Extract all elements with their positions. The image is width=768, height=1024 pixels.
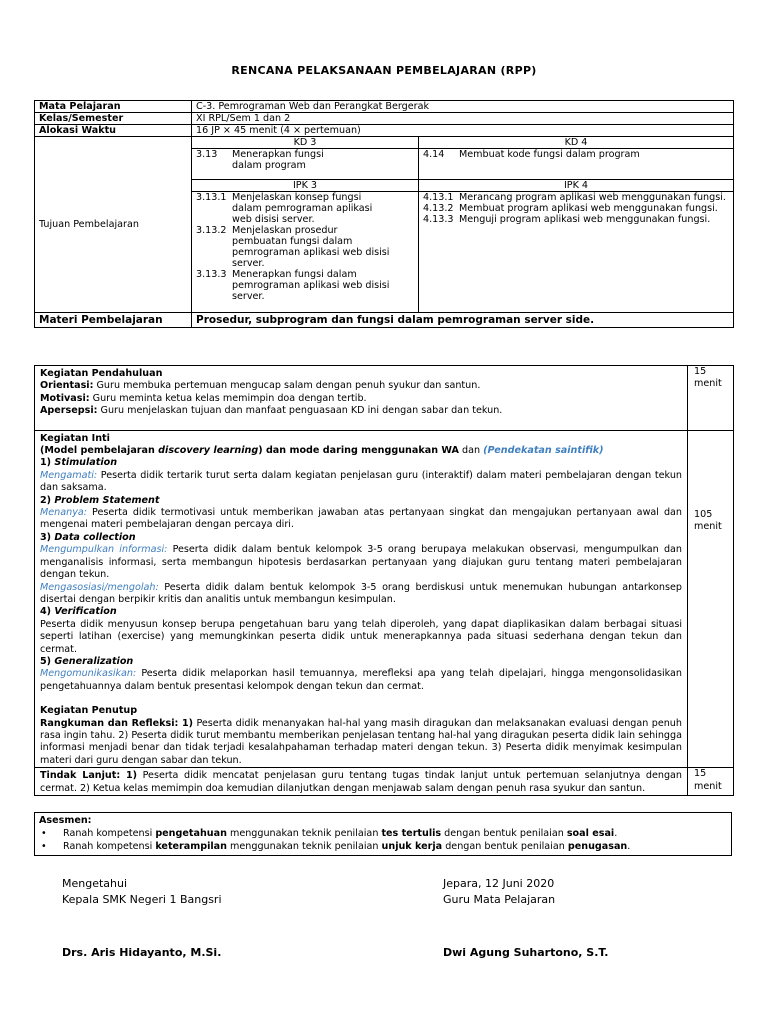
ipk-text: Menerapkan fungsi dalam pemrograman aplikasi web disisi server.	[232, 269, 390, 302]
list-item	[423, 192, 729, 203]
s3-heading	[40, 532, 682, 544]
s5-heading	[40, 656, 682, 668]
pendahuluan-title: Kegiatan Pendahuluan	[40, 368, 163, 379]
asesmen-box	[34, 812, 732, 856]
waktu-value: 16 JP × 45 menit (4 × pertemuan)	[192, 125, 734, 137]
kd3-text: Menerapkan fungsi dalam program	[232, 149, 324, 171]
b1-f: soal esai	[566, 828, 615, 839]
b1-g: .	[614, 828, 618, 839]
materi-label: Materi Pembelajaran	[35, 313, 192, 328]
s5-text: Peserta didik melaporkan hasil temuannya, merefleksi apa yang telah dipelajari, hingga mengonsolidasikan pengetahuannya dalam bentuk presentasi kelompok dengan tekun dan cermat.	[40, 668, 682, 692]
ipk-num: 3.13.3	[196, 269, 227, 280]
kd4-text: Membuat kode fungsi dalam program	[459, 149, 640, 160]
b2-g: .	[627, 841, 631, 852]
mapel-value: C-3. Pemrograman Web dan Perangkat Bergerak	[192, 101, 734, 113]
ipk-num: 4.13.1	[423, 192, 454, 203]
kd3-header: KD 3	[192, 137, 419, 149]
list-item	[39, 827, 731, 840]
s3-title: Data collection	[54, 531, 136, 543]
list-item	[196, 192, 414, 225]
b1-c: menggunakan teknik penilaian	[226, 828, 382, 839]
model-e: (Pendekatan saintifik)	[483, 445, 604, 457]
s3b-text: Peserta didik dalam bentuk kelompok 3-5 orang berdiskusi untuk menemukan hubungan antarkonsep disertai dengan berpikir kritis dan analitis untuk membangun kesimpulan.	[40, 581, 682, 605]
s1-body	[40, 470, 682, 495]
list-item	[423, 214, 729, 225]
ipk4-header: IPK 4	[419, 180, 734, 192]
s3b-label: Mengasosiasi/mengolah:	[40, 581, 159, 593]
b1-a: Ranah kompetensi	[63, 828, 156, 839]
s4-heading	[40, 606, 682, 618]
mapel-label: Mata Pelajaran	[35, 101, 192, 113]
ipk4-cell	[419, 192, 734, 313]
s3a-body	[40, 544, 682, 581]
motivasi-label: Motivasi:	[40, 392, 90, 404]
s1-num: 1)	[40, 457, 55, 469]
kd4-num: 4.14	[423, 149, 445, 160]
bullet: •	[41, 828, 47, 839]
inti-title: Kegiatan Inti	[40, 432, 110, 444]
s3-num: 3)	[40, 531, 55, 543]
ipk3-header: IPK 3	[192, 180, 419, 192]
waktu-label: Alokasi Waktu	[35, 125, 192, 137]
orientasi-line	[40, 380, 682, 392]
ipk-num: 4.13.2	[423, 203, 454, 214]
right-line2: Guru Mata Pelajaran	[443, 893, 556, 906]
table-row	[35, 113, 734, 125]
s1-label: Mengamati:	[40, 469, 98, 481]
b1-d: tes tertulis	[381, 828, 442, 839]
inti-cell	[35, 430, 688, 768]
pendahuluan-cell	[35, 366, 688, 431]
s3b-body	[40, 582, 682, 607]
ipk-text: Menjelaskan prosedur pembuatan fungsi dalam pemrograman aplikasi web disisi server.	[232, 225, 390, 269]
list-item	[196, 269, 414, 302]
table-row	[35, 313, 734, 328]
s4-body: Peserta didik menyusun konsep berupa pengetahuan baru yang telah diperoleh, yang dapat diaplikasikan dalam berbagai situasi seperti latihan (exercise) yang memungkinkan peserta didik untuk menerapkannya pada situasi sederhana dengan tekun dan cermat.	[40, 618, 682, 655]
apersepsi-line	[40, 405, 682, 417]
activity-table	[34, 365, 734, 796]
b1-b: pengetahuan	[155, 828, 227, 839]
b2-e: dengan bentuk penilaian	[442, 841, 568, 852]
s1-title: Stimulation	[54, 457, 118, 469]
ipk-num: 3.13.2	[196, 225, 227, 236]
rangkuman-label: Rangkuman dan Refleksi: 1)	[40, 717, 194, 729]
apersepsi-text: Guru menjelaskan tujuan dan manfaat penguasaan KD ini dengan sabar dan tekun.	[100, 405, 503, 417]
s2-title: Problem Statement	[54, 494, 160, 506]
orientasi-text: Guru membuka pertemuan mengucap salam dengan penuh syukur dan santun.	[96, 380, 481, 392]
b2-d: unjuk kerja	[381, 841, 443, 852]
document-title: RENCANA PELAKSANAAN PEMBELAJARAN (RPP)	[231, 64, 537, 77]
ipk-text: Menjelaskan konsep fungsi dalam pemrograman aplikasi web disisi server.	[232, 192, 373, 225]
kd4-header: KD 4	[419, 137, 734, 149]
s2-num: 2)	[40, 494, 55, 506]
inti-time: 105 menit	[688, 430, 734, 768]
model-a: (Model pembelajaran	[40, 445, 159, 457]
tindak-text: Peserta didik mencatat penjelasan guru tentang tugas tindak lanjut untuk pertemuan selanjutnya dengan cermat. 2) Ketua kelas memimpin doa kemudian dilanjutkan dengan menjawab salam dengan penuh rasa syukur dan santun.	[40, 770, 682, 794]
s3a-text: Peserta didik dalam bentuk kelompok 3-5 orang berupaya melakukan observasi, mengumpulkan dan menganalisis informasi, serta membangun hipotesis berdasarkan pertanyaan yang diajukan guru tentang materi pembelajaran dengan tekun.	[40, 544, 682, 581]
model-c: ) dan mode daring menggunakan WA	[258, 445, 459, 457]
motivasi-text: Guru meminta ketua kelas memimpin doa dengan tertib.	[92, 392, 367, 404]
left-signature-block	[62, 876, 222, 908]
left-line2: Kepala SMK Negeri 1 Bangsri	[62, 893, 222, 906]
ipk-text: Merancang program aplikasi web menggunakan fungsi.	[459, 192, 726, 203]
model-d: dan	[458, 445, 484, 457]
b2-f: penugasan	[567, 841, 628, 852]
s2-label: Menanya:	[40, 507, 88, 519]
motivasi-line	[40, 393, 682, 405]
s4-num: 4)	[40, 606, 55, 618]
list-item	[39, 840, 731, 853]
ipk-text: Membuat program aplikasi web menggunakan fungsi.	[459, 203, 718, 214]
bullet: •	[41, 841, 47, 852]
ipk3-cell	[192, 192, 419, 313]
rangkuman-text: Peserta didik menanyakan hal-hal yang masih diragukan dan melaksanakan evaluasi dengan penuh rasa ingin tahu. 2) Peserta didik turut membantu memberikan penjelasan tentang hal-hal yang diragukan peserta didik lain sehingga informasi menjadi benar dan tidak terjadi kesalahpahaman terhadap materi dengan tekun. 3) Peserta didik menyimak kesimpulan materi dari guru dengan sabar dan tekun.	[40, 717, 682, 766]
model-b: discovery learning	[158, 445, 259, 457]
kd4-cell	[419, 149, 734, 180]
list-item	[196, 225, 414, 269]
b2-c: menggunakan teknik penilaian	[227, 841, 382, 852]
left-line1: Mengetahui	[62, 877, 128, 890]
s2-text: Peserta didik termotivasi untuk memberikan jawaban atas pertanyaan singkat dan mengajukan pertanyaan awal dan mengenai materi pembelajaran dengan percaya diri.	[40, 507, 682, 531]
identity-table	[34, 100, 734, 328]
kd3-num: 3.13	[196, 149, 218, 160]
right-line1: Jepara, 12 Juni 2020	[443, 877, 555, 890]
b2-a: Ranah kompetensi	[63, 841, 156, 852]
s5-num: 5)	[40, 655, 55, 667]
kd3-cell	[192, 149, 419, 180]
table-row	[35, 366, 734, 431]
tindak-cell	[35, 768, 688, 796]
table-row	[35, 430, 734, 768]
table-row	[35, 125, 734, 137]
left-signer-name: Drs. Aris Hidayanto, M.Si.	[62, 946, 222, 959]
penutup-time: 15 menit	[688, 768, 734, 796]
orientasi-label: Orientasi:	[40, 380, 94, 392]
asesmen-title: Asesmen:	[39, 815, 92, 826]
s2-body	[40, 507, 682, 532]
apersepsi-label: Apersepsi:	[40, 405, 98, 417]
s1-heading	[40, 457, 682, 469]
list-item	[423, 203, 729, 214]
table-row	[35, 768, 734, 796]
tindak-label: Tindak Lanjut: 1)	[40, 770, 138, 782]
pendahuluan-time: 15 menit	[688, 366, 734, 431]
penutup-title: Kegiatan Penutup	[40, 705, 138, 717]
table-row	[35, 101, 734, 113]
s5-body	[40, 668, 682, 693]
ipk-num: 4.13.3	[423, 214, 454, 225]
s3a-label: Mengumpulkan informasi:	[40, 544, 168, 556]
tindak-body	[40, 770, 682, 795]
s1-text: Peserta didik tertarik turut serta dalam kegiatan penjelasan guru (interaktif) dalam materi pembelajaran dengan tekun dan saksama.	[40, 469, 682, 494]
right-signature-block	[443, 876, 555, 908]
rangkuman-body	[40, 718, 682, 768]
s2-heading	[40, 495, 682, 507]
model-line	[40, 445, 682, 457]
right-signer-name: Dwi Agung Suhartono, S.T.	[443, 946, 609, 959]
s4-title: Verification	[54, 606, 117, 618]
s5-label: Mengomunikasikan:	[40, 668, 137, 680]
s5-title: Generalization	[54, 655, 134, 667]
ipk-num: 3.13.1	[196, 192, 227, 203]
kelas-label: Kelas/Semester	[35, 113, 192, 125]
tujuan-label: Tujuan Pembelajaran	[35, 137, 192, 313]
b1-e: dengan bentuk penilaian	[441, 828, 567, 839]
ipk-text: Menguji program aplikasi web menggunakan fungsi.	[459, 214, 711, 225]
table-row	[35, 137, 734, 149]
b2-b: keterampilan	[155, 841, 227, 852]
kelas-value: XI RPL/Sem 1 dan 2	[192, 113, 734, 125]
materi-value: Prosedur, subprogram dan fungsi dalam pemrograman server side.	[192, 313, 734, 328]
